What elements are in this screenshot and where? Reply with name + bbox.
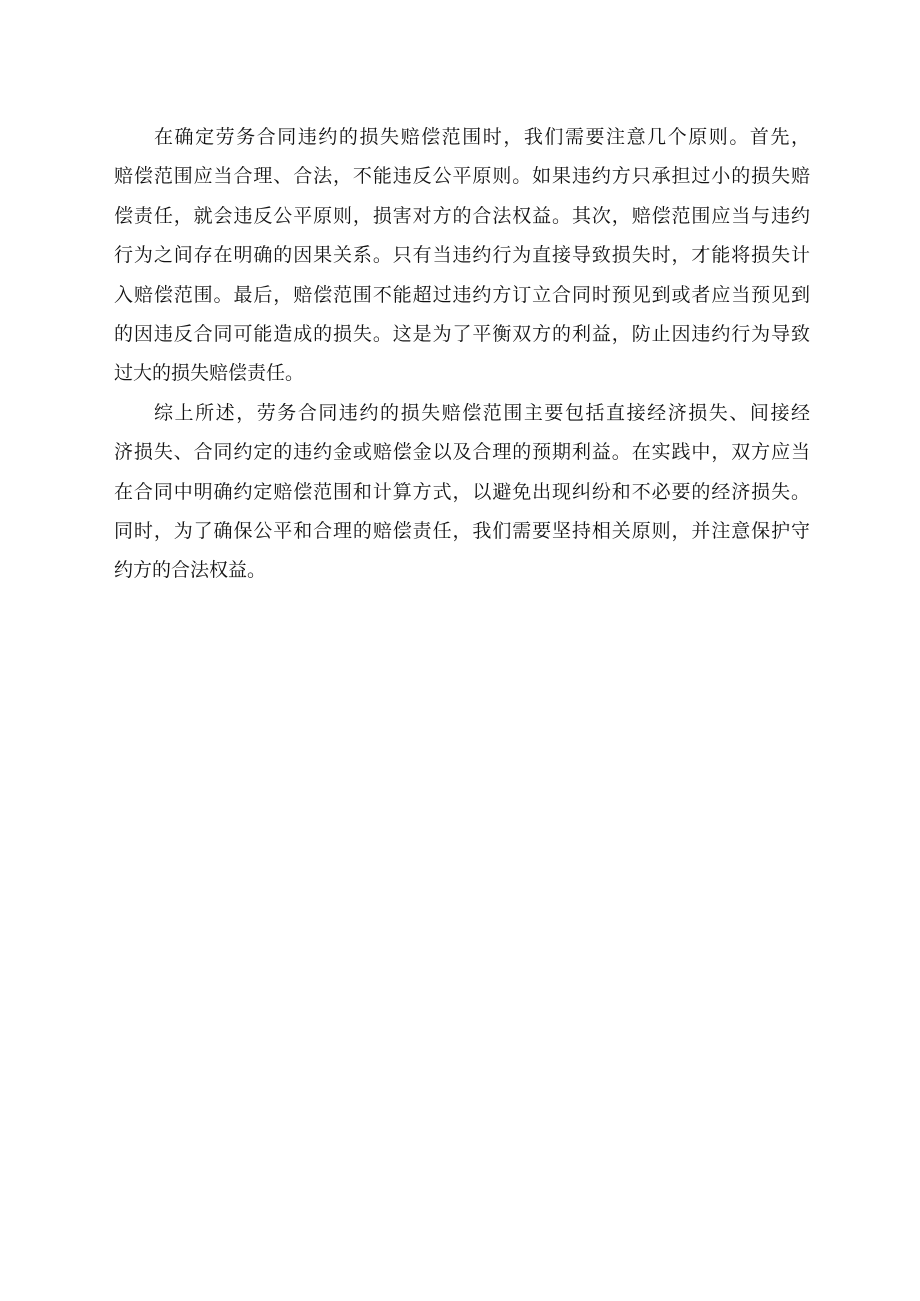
text-line: 赔偿范围应当合理、合法，不能违反公平原则。如果违约方只承担过小的损失赔 bbox=[114, 165, 810, 188]
document-body bbox=[114, 118, 810, 591]
text-line: 综上所述，劳务合同违约的损失赔偿范围主要包括直接经济损失、间接经 bbox=[154, 401, 810, 424]
text-line: 入赔偿范围。最后，赔偿范围不能超过违约方订立合同时预见到或者应当预见到 bbox=[114, 283, 810, 306]
text-line: 的因违反合同可能造成的损失。这是为了平衡双方的利益，防止因违约行为导致 bbox=[114, 322, 810, 345]
paragraph-principles bbox=[114, 118, 810, 394]
text-line: 行为之间存在明确的因果关系。只有当违约行为直接导致损失时，才能将损失计 bbox=[114, 244, 810, 267]
paragraph-summary bbox=[114, 394, 810, 591]
text-line: 偿责任，就会违反公平原则，损害对方的合法权益。其次，赔偿范围应当与违约 bbox=[114, 204, 810, 227]
text-line: 济损失、合同约定的违约金或赔偿金以及合理的预期利益。在实践中，双方应当 bbox=[114, 441, 810, 464]
text-line: 过大的损失赔偿责任。 bbox=[114, 362, 305, 385]
text-line: 在确定劳务合同违约的损失赔偿范围时，我们需要注意几个原则。首先， bbox=[154, 126, 810, 148]
text-line: 同时，为了确保公平和合理的赔偿责任，我们需要坚持相关原则，并注意保护守 bbox=[114, 519, 810, 542]
text-line: 在合同中明确约定赔偿范围和计算方式，以避免出现纠纷和不必要的经济损失。 bbox=[114, 480, 810, 503]
text-line: 约方的合法权益。 bbox=[114, 559, 267, 582]
